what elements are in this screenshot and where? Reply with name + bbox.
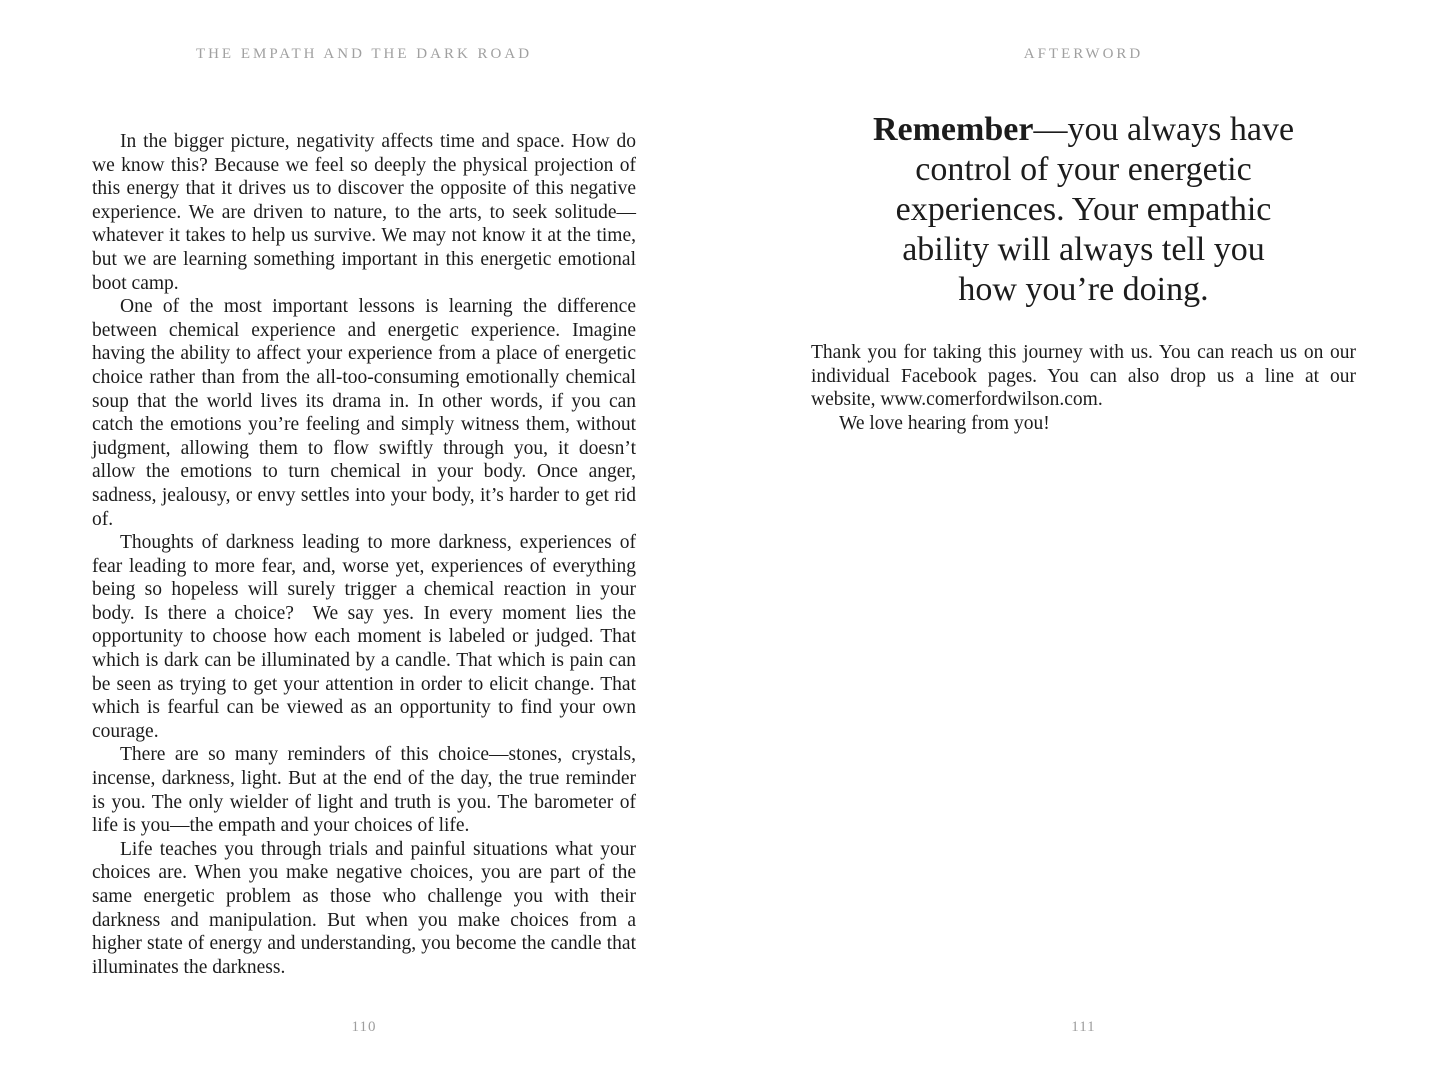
right-page-number: 111 bbox=[1071, 1019, 1096, 1035]
right-paragraph-2: We love hearing from you! bbox=[839, 412, 1050, 434]
afterword-heading-bold-word: Remember bbox=[872, 111, 1034, 148]
afterword-heading bbox=[811, 110, 1356, 310]
left-paragraph-3: Thoughts of darkness leading to more darkness, experiences of fear leading to more fear, and, worse yet, experiences of everything being so hopeless will surely trigger a chemical reaction in your body. Is there a choice? We say yes. In every moment lies the opportunity to choose how each moment is labeled or judged. That which is dark can be illuminated by a candle. That which is pain can be seen as trying to get your attention in order to elicit change. That which is fearful can be viewed as an opportunity to find your own courage. bbox=[92, 532, 636, 742]
afterword-heading-line-5: how you’re doing. bbox=[958, 271, 1209, 308]
right-running-head: AFTERWORD bbox=[1023, 46, 1144, 62]
left-paragraph-4: There are so many reminders of this choice—stones, crystals, incense, darkness, light. But at the end of the day, the true reminder is you. The only wielder of light and truth is you. The barometer of life is you—the empath and your choices of life. bbox=[92, 744, 636, 837]
afterword-heading-line-3: experiences. Your empathic bbox=[895, 191, 1272, 228]
left-page-number: 110 bbox=[351, 1019, 377, 1035]
left-paragraph-2: One of the most important lessons is learning the difference between chemical experience and energetic experience. Imagine having the ability to affect your experience from a place of energetic choice rather than from the all-too-consuming emotionally chemical soup that the world lives its drama in. In other words, if you can catch the emotions you’re feeling and simply witness them, without judgment, allowing them to flow swiftly through you, it doesn’t allow the emotions to turn chemical in your body. Once anger, sadness, jealousy, or envy settles into your body, it’s harder to get rid of. bbox=[92, 296, 636, 530]
afterword-heading-line-1-rest: —you always have bbox=[1033, 111, 1295, 148]
right-body-text bbox=[811, 341, 1356, 435]
afterword-heading-line-1 bbox=[811, 110, 1356, 150]
left-paragraph-5: Life teaches you through trials and painful situations what your choices are. When you make negative choices, you are part of the same energetic problem as those who challenge you with their darkness and manipulation. But when you make choices from a higher state of energy and understanding, you become the candle that illuminates the darkness. bbox=[92, 838, 636, 978]
left-running-head: THE EMPATH AND THE DARK ROAD bbox=[195, 46, 533, 62]
right-paragraph-1: Thank you for taking this journey with us. You can reach us on our individual Facebook pages. You can also drop us a line at our website, www.comerfordwilson.com. bbox=[811, 342, 1356, 411]
afterword-heading-line-2: control of your energetic bbox=[915, 151, 1252, 188]
afterword-heading-line-4: ability will always tell you bbox=[902, 231, 1265, 268]
left-body-text bbox=[92, 130, 636, 979]
left-paragraph-1: In the bigger picture, negativity affects time and space. How do we know this? Because we feel so deeply the physical projection of this energy that it drives us to discover the opposite of this negative experience. We are driven to nature, to the arts, to seek solitude—whatever it takes to help us survive. We may not know it at the time, but we are learning something important in this energetic emotional boot camp. bbox=[92, 131, 636, 294]
left-page bbox=[92, 0, 636, 1083]
right-page bbox=[811, 0, 1356, 1083]
